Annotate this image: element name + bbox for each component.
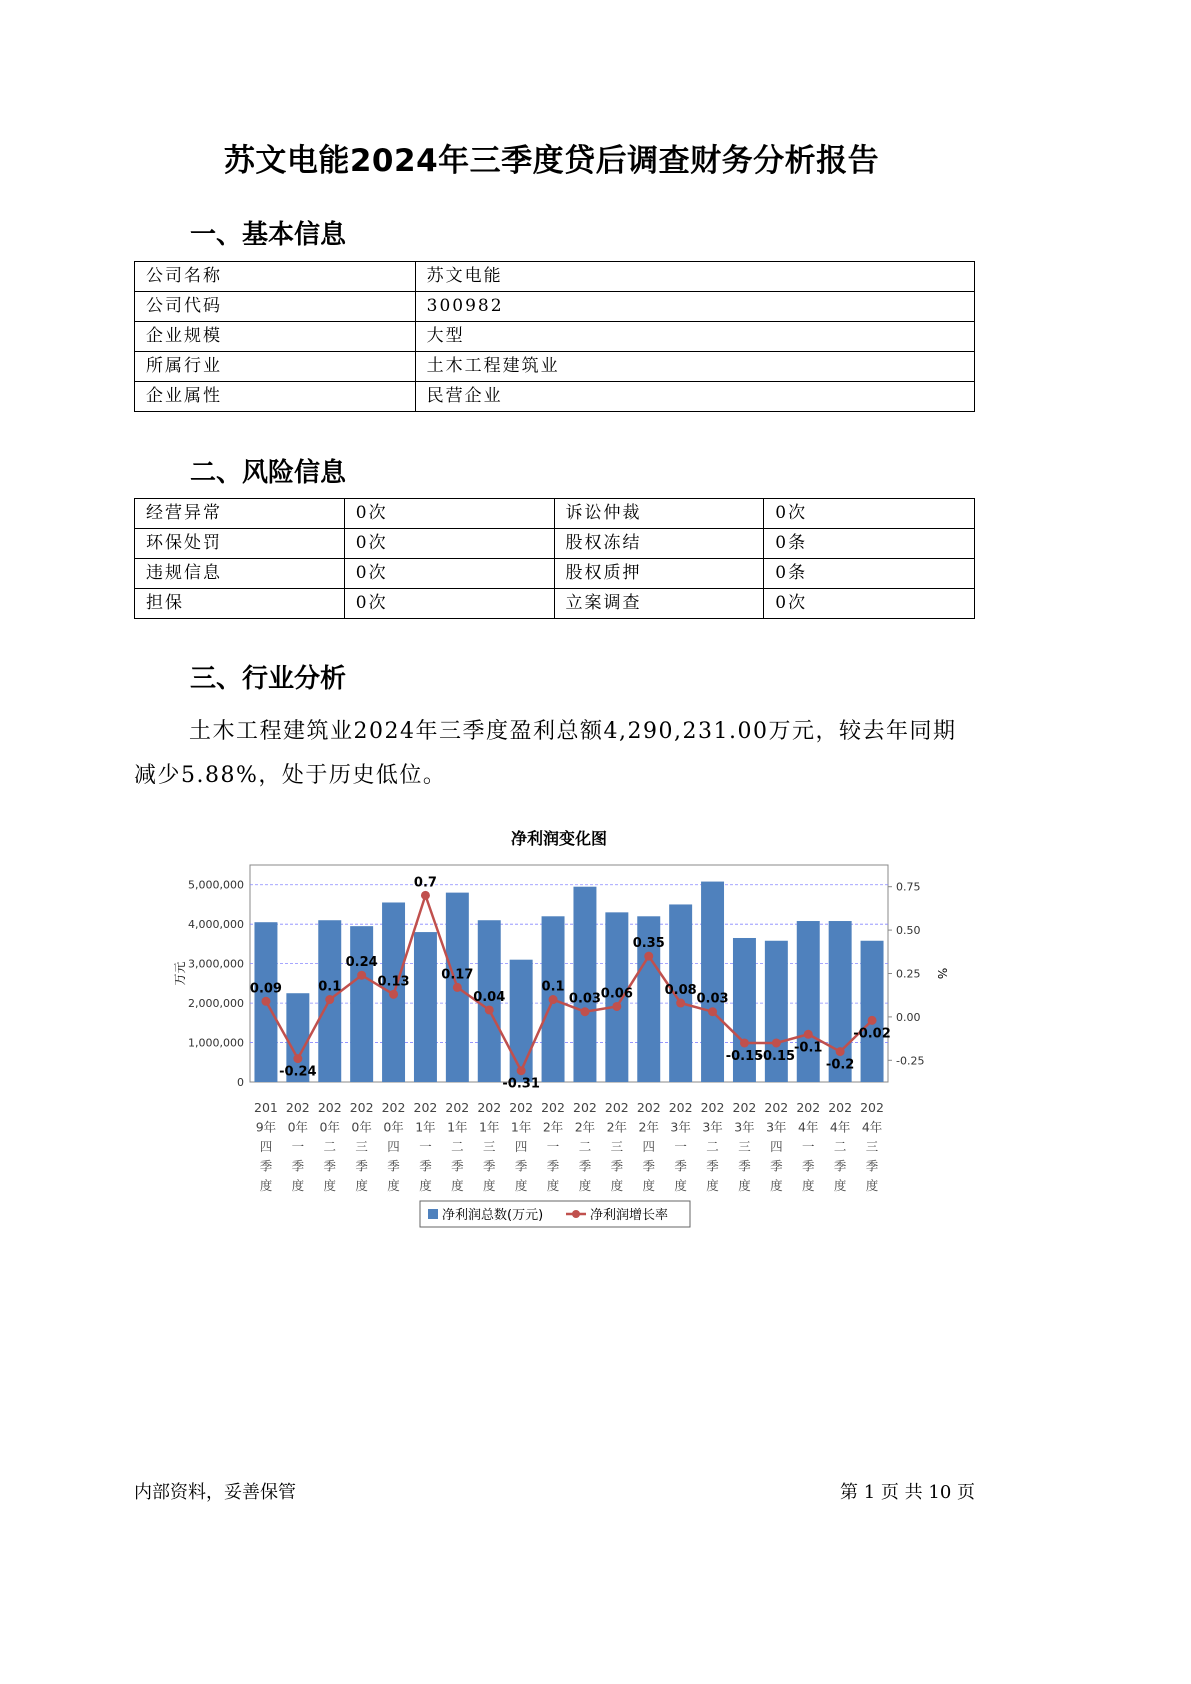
- y-axis-tick-label: 0: [237, 1076, 244, 1089]
- growth-rate-label: 0.03: [568, 991, 601, 1007]
- x-axis-tick-label: 一: [546, 1139, 560, 1154]
- growth-rate-point: [421, 891, 430, 900]
- y2-axis-label: %: [935, 967, 949, 980]
- x-axis-tick-label: 四: [514, 1139, 528, 1154]
- x-axis-tick-label: 一: [419, 1139, 432, 1154]
- bar: [350, 926, 373, 1082]
- growth-rate-point: [517, 1066, 526, 1075]
- growth-rate-point: [580, 1007, 589, 1016]
- section-heading-basic-info: 一、基本信息: [190, 220, 347, 250]
- legend-swatch-point: [572, 1210, 580, 1218]
- x-axis-tick-label: 二: [833, 1139, 847, 1154]
- x-axis-tick-label: 度: [482, 1178, 496, 1193]
- growth-rate-label: 0.04: [473, 989, 506, 1005]
- risk-value: 0次: [764, 589, 975, 619]
- x-axis-tick-label: 202: [860, 1100, 884, 1115]
- growth-rate-point: [357, 971, 366, 980]
- growth-rate-label: 0.7: [413, 875, 437, 891]
- growth-rate-label: -0.2: [825, 1057, 855, 1073]
- x-axis-tick-label: 季: [419, 1158, 432, 1174]
- growth-rate-label: 0.17: [441, 967, 474, 983]
- x-axis-tick-label: 2年: [542, 1119, 564, 1135]
- section-heading-industry-analysis: 三、行业分析: [190, 664, 347, 694]
- x-axis-tick-label: 度: [323, 1178, 337, 1193]
- chart-title: 净利润变化图: [510, 829, 608, 848]
- table-row: [135, 529, 975, 559]
- table-row: [135, 382, 975, 412]
- risk-label: 环保处罚: [135, 529, 345, 559]
- basic-info-value: 土木工程建筑业: [415, 352, 974, 382]
- basic-info-value: 300982: [415, 292, 974, 322]
- risk-value: 0次: [344, 559, 554, 589]
- legend-label-bar: 净利润总数(万元): [442, 1208, 544, 1223]
- growth-rate-point: [836, 1047, 845, 1056]
- x-axis-tick-label: 度: [865, 1178, 879, 1193]
- x-axis-tick-label: 季: [482, 1158, 496, 1174]
- growth-rate-label: -0.02: [853, 1026, 891, 1042]
- growth-rate-point: [740, 1038, 749, 1047]
- basic-info-label: 公司名称: [135, 262, 416, 292]
- x-axis-tick-label: 季: [865, 1158, 879, 1174]
- x-axis-tick-label: 202: [828, 1100, 853, 1115]
- growth-rate-point: [868, 1016, 877, 1025]
- growth-rate-label: -0.24: [279, 1064, 317, 1080]
- bar: [701, 882, 724, 1082]
- growth-rate-label: 0.1: [318, 979, 342, 995]
- footer-page-number: 第 1 页 共 10 页: [840, 1482, 975, 1503]
- x-axis-tick-label: 1年: [415, 1119, 436, 1135]
- x-axis-tick-label: 202: [636, 1100, 661, 1115]
- x-axis-tick-label: 2年: [638, 1119, 659, 1135]
- x-axis-tick-label: 0年: [287, 1119, 309, 1135]
- growth-rate-point: [612, 1002, 621, 1011]
- x-axis-tick-label: 一: [674, 1139, 687, 1154]
- table-row: [135, 352, 975, 382]
- x-axis-tick-label: 季: [291, 1158, 305, 1174]
- x-axis-tick-label: 度: [738, 1178, 751, 1193]
- y2-axis-tick-label: 0.75: [896, 880, 921, 894]
- growth-rate-point: [485, 1005, 494, 1014]
- y-axis-tick-label: 4,000,000: [188, 918, 244, 932]
- x-axis-tick-label: 一: [801, 1139, 815, 1154]
- x-axis-tick-label: 三: [610, 1139, 624, 1154]
- x-axis-tick-label: 四: [642, 1139, 656, 1154]
- x-axis-tick-label: 度: [610, 1178, 624, 1193]
- x-axis-tick-label: 1年: [447, 1119, 468, 1135]
- x-axis-tick-label: 度: [355, 1178, 368, 1193]
- x-axis-tick-label: 4年: [798, 1119, 819, 1135]
- growth-rate-point: [389, 990, 398, 999]
- x-axis-tick-label: 202: [604, 1100, 629, 1115]
- x-axis-tick-label: 度: [801, 1178, 815, 1193]
- legend-swatch-bar: [428, 1209, 438, 1219]
- x-axis-tick-label: 202: [573, 1100, 597, 1115]
- risk-label: 经营异常: [135, 499, 345, 529]
- x-axis-tick-label: 季: [451, 1158, 464, 1174]
- x-axis-tick-label: 三: [482, 1139, 496, 1154]
- table-row: [135, 559, 975, 589]
- x-axis-tick-label: 0年: [319, 1119, 340, 1135]
- x-axis-tick-label: 季: [738, 1158, 751, 1174]
- basic-info-value: 民营企业: [415, 382, 974, 412]
- risk-info-table: [134, 498, 975, 619]
- x-axis-tick-label: 0年: [351, 1119, 372, 1135]
- table-row: [135, 292, 975, 322]
- x-axis-tick-label: 202: [668, 1100, 693, 1115]
- table-row: [135, 499, 975, 529]
- x-axis-tick-label: 202: [381, 1100, 406, 1115]
- x-axis-tick-label: 季: [610, 1158, 624, 1174]
- x-axis-tick-label: 四: [770, 1139, 783, 1154]
- x-axis-tick-label: 四: [259, 1139, 273, 1154]
- y-axis-tick-label: 5,000,000: [188, 878, 244, 892]
- x-axis-tick-label: 0年: [383, 1119, 404, 1135]
- basic-info-label: 公司代码: [135, 292, 416, 322]
- x-axis-tick-label: 度: [546, 1178, 560, 1193]
- growth-rate-label: -0.1: [794, 1040, 823, 1056]
- bar: [573, 887, 596, 1082]
- x-axis-tick-label: 度: [291, 1178, 305, 1193]
- x-axis-tick-label: 季: [546, 1158, 560, 1174]
- growth-rate-label: 0.24: [345, 955, 378, 971]
- x-axis-tick-label: 度: [706, 1178, 719, 1193]
- risk-value: 0条: [764, 559, 975, 589]
- x-axis-tick-label: 季: [387, 1158, 400, 1174]
- x-axis-tick-label: 二: [706, 1139, 719, 1154]
- growth-rate-label: -0.15: [725, 1048, 764, 1064]
- growth-rate-point: [293, 1054, 302, 1063]
- basic-info-table: [134, 261, 975, 412]
- y-axis-tick-label: 3,000,000: [188, 957, 244, 971]
- growth-rate-label: 0.1: [541, 979, 565, 995]
- x-axis-tick-label: 四: [387, 1139, 400, 1154]
- basic-info-label: 所属行业: [135, 352, 416, 382]
- growth-rate-point: [708, 1007, 717, 1016]
- section-heading-risk-info: 二、风险信息: [190, 458, 347, 488]
- basic-info-label: 企业属性: [135, 382, 416, 412]
- growth-rate-label: -0.31: [502, 1076, 540, 1092]
- x-axis-tick-label: 季: [833, 1158, 847, 1174]
- x-axis-tick-label: 度: [770, 1178, 783, 1193]
- growth-rate-label: 0.08: [664, 983, 697, 999]
- x-axis-tick-label: 202: [317, 1100, 342, 1115]
- x-axis-tick-label: 2年: [606, 1119, 628, 1135]
- x-axis-tick-label: 202: [764, 1100, 789, 1115]
- risk-value: 0次: [344, 589, 554, 619]
- x-axis-tick-label: 1年: [510, 1119, 532, 1135]
- x-axis-tick-label: 1年: [479, 1119, 500, 1135]
- x-axis-tick-label: 三: [355, 1139, 368, 1154]
- x-axis-tick-label: 度: [451, 1178, 464, 1193]
- footer-confidential-note: 内部资料，妥善保管: [134, 1482, 296, 1503]
- x-axis-tick-label: 季: [323, 1158, 337, 1174]
- x-axis-tick-label: 2年: [574, 1119, 596, 1135]
- x-axis-tick-label: 4年: [829, 1119, 851, 1135]
- x-axis-tick-label: 季: [259, 1158, 273, 1174]
- x-axis-tick-label: 度: [674, 1178, 687, 1193]
- x-axis-tick-label: 202: [796, 1100, 821, 1115]
- x-axis-tick-label: 季: [770, 1158, 783, 1174]
- risk-value: 0次: [764, 499, 975, 529]
- y2-axis-tick-label: 0.25: [896, 967, 921, 981]
- x-axis-tick-label: 3年: [734, 1119, 755, 1135]
- x-axis-tick-label: 202: [285, 1100, 310, 1115]
- x-axis-tick-label: 三: [865, 1139, 879, 1154]
- risk-label: 股权质押: [554, 559, 764, 589]
- growth-rate-point: [676, 999, 685, 1008]
- x-axis-tick-label: 202: [541, 1100, 565, 1115]
- x-axis-tick-label: 季: [674, 1158, 687, 1174]
- growth-rate-point: [261, 997, 270, 1006]
- growth-rate-label: 0.35: [632, 936, 665, 952]
- x-axis-tick-label: 一: [291, 1139, 305, 1154]
- y-axis-tick-label: 1,000,000: [188, 1036, 244, 1050]
- risk-label: 诉讼仲裁: [554, 499, 764, 529]
- x-axis-tick-label: 4年: [861, 1119, 883, 1135]
- x-axis-tick-label: 季: [642, 1158, 656, 1174]
- y2-axis-tick-label: 0.00: [896, 1010, 921, 1024]
- x-axis-tick-label: 二: [578, 1139, 592, 1154]
- x-axis-tick-label: 202: [732, 1100, 757, 1115]
- page-title: 苏文电能2024年三季度贷后调查财务分析报告: [223, 143, 880, 179]
- net-profit-chart: [160, 820, 950, 1240]
- growth-rate-label: -0.15: [757, 1048, 796, 1064]
- x-axis-tick-label: 季: [801, 1158, 815, 1174]
- x-axis-tick-label: 季: [514, 1158, 528, 1174]
- growth-rate-point: [453, 983, 462, 992]
- x-axis-tick-label: 三: [738, 1139, 751, 1154]
- x-axis-tick-label: 度: [642, 1178, 656, 1193]
- risk-label: 违规信息: [135, 559, 345, 589]
- x-axis-tick-label: 3年: [766, 1119, 787, 1135]
- x-axis-tick-label: 202: [445, 1100, 470, 1115]
- table-row: [135, 589, 975, 619]
- growth-rate-label: 0.09: [249, 981, 282, 997]
- bar: [797, 921, 820, 1082]
- risk-value: 0次: [344, 499, 554, 529]
- x-axis-tick-label: 二: [323, 1139, 337, 1154]
- table-row: [135, 262, 975, 292]
- x-axis-tick-label: 9年: [255, 1119, 277, 1135]
- x-axis-tick-label: 202: [349, 1100, 374, 1115]
- basic-info-label: 企业规模: [135, 322, 416, 352]
- growth-rate-point: [772, 1038, 781, 1047]
- y2-axis-tick-label: -0.25: [896, 1054, 925, 1068]
- x-axis-tick-label: 度: [259, 1178, 273, 1193]
- x-axis-tick-label: 202: [700, 1100, 725, 1115]
- y-axis-label: 万元: [173, 961, 187, 986]
- x-axis-tick-label: 二: [451, 1139, 464, 1154]
- x-axis-tick-label: 度: [387, 1178, 400, 1193]
- growth-rate-point: [804, 1030, 813, 1039]
- growth-rate-label: 0.03: [696, 991, 729, 1007]
- x-axis-tick-label: 3年: [702, 1119, 723, 1135]
- x-axis-tick-label: 度: [514, 1178, 528, 1193]
- growth-rate-point: [549, 995, 558, 1004]
- growth-rate-point: [325, 995, 334, 1004]
- risk-label: 担保: [135, 589, 345, 619]
- legend-label-line: 净利润增长率: [590, 1208, 669, 1223]
- risk-label: 立案调查: [554, 589, 764, 619]
- x-axis-tick-label: 季: [706, 1158, 719, 1174]
- industry-analysis-paragraph: 土木工程建筑业2024年三季度盈利总额4,290,231.00万元，较去年同期减少5.88%，处于历史低位。: [134, 719, 957, 788]
- x-axis-tick-label: 季: [355, 1158, 368, 1174]
- risk-value: 0条: [764, 529, 975, 559]
- risk-label: 股权冻结: [554, 529, 764, 559]
- bar: [861, 941, 884, 1082]
- basic-info-value: 大型: [415, 322, 974, 352]
- risk-value: 0次: [344, 529, 554, 559]
- growth-rate-label: 0.06: [600, 986, 633, 1002]
- y2-axis-tick-label: 0.50: [896, 924, 921, 938]
- x-axis-tick-label: 202: [509, 1100, 534, 1115]
- bar: [414, 932, 437, 1082]
- x-axis-tick-label: 202: [413, 1100, 438, 1115]
- y-axis-tick-label: 2,000,000: [188, 997, 244, 1011]
- growth-rate-point: [644, 952, 653, 961]
- bar: [510, 960, 533, 1082]
- x-axis-tick-label: 季: [578, 1158, 592, 1174]
- basic-info-value: 苏文电能: [415, 262, 974, 292]
- x-axis-tick-label: 度: [419, 1178, 432, 1193]
- growth-rate-label: 0.13: [377, 974, 410, 990]
- x-axis-tick-label: 202: [477, 1100, 502, 1115]
- table-row: [135, 322, 975, 352]
- x-axis-tick-label: 度: [578, 1178, 592, 1193]
- x-axis-tick-label: 201: [254, 1100, 278, 1115]
- x-axis-tick-label: 3年: [670, 1119, 691, 1135]
- x-axis-tick-label: 度: [833, 1178, 847, 1193]
